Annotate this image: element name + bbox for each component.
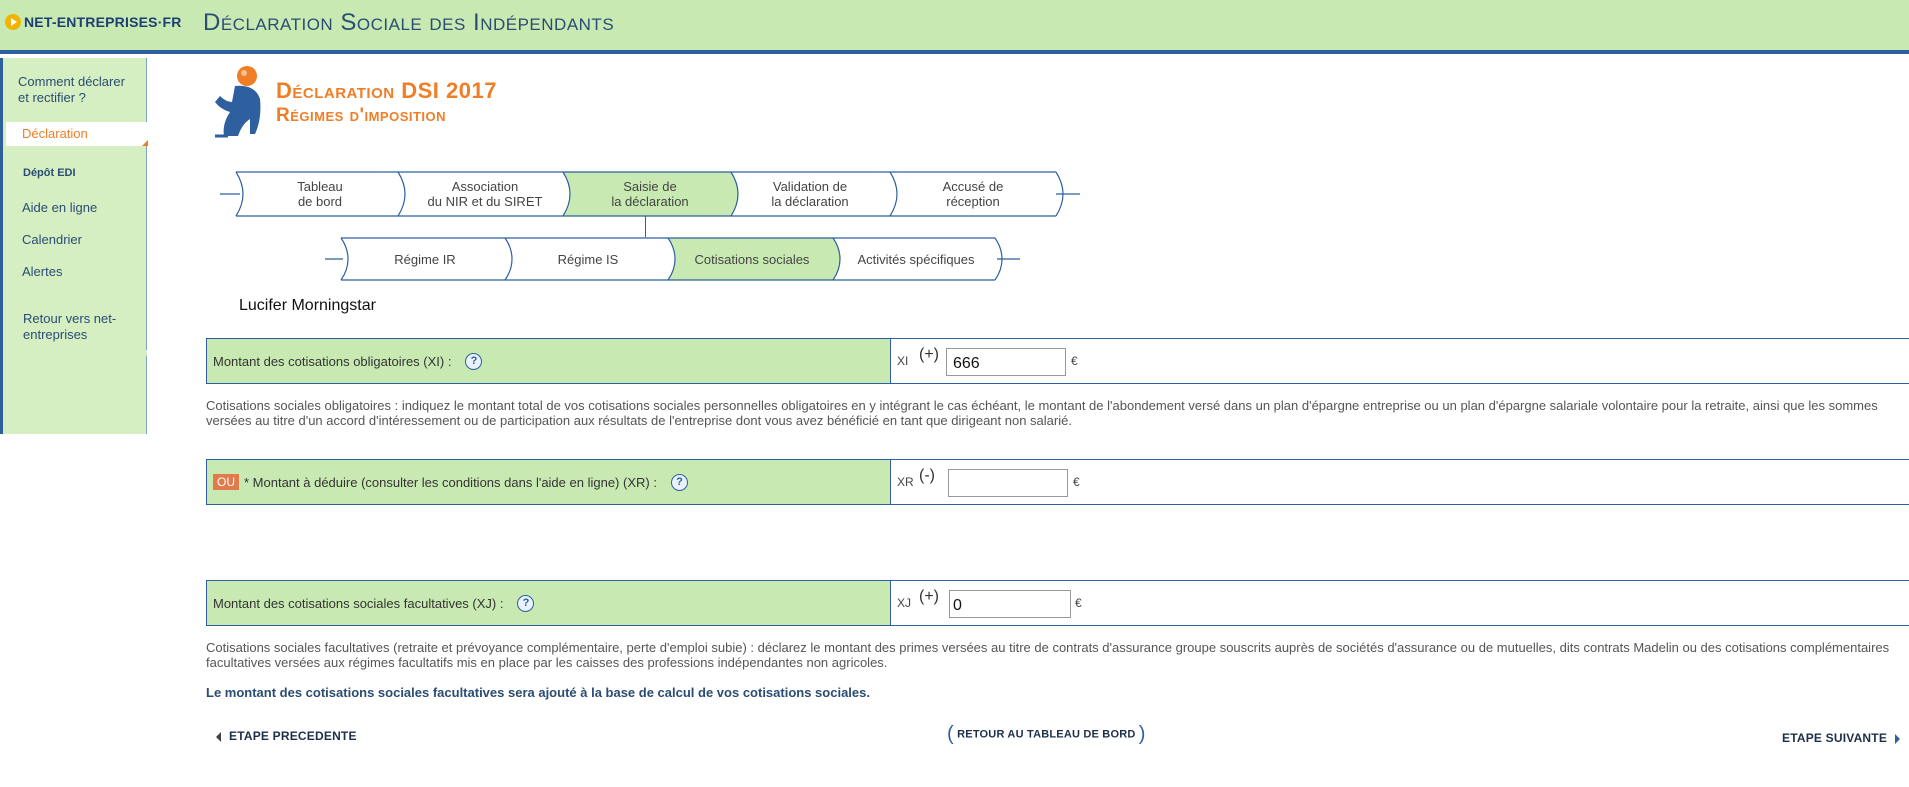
- xi-label: Montant des cotisations obligatoires (XI) :: [213, 353, 452, 369]
- sidebar-item-help[interactable]: Aide en ligne: [22, 200, 98, 215]
- xr-code: XR: [897, 475, 914, 489]
- bracket-left-icon: (: [947, 723, 954, 745]
- help-icon[interactable]: ?: [517, 595, 534, 612]
- xi-description: Cotisations sociales obligatoires : indiquez le montant total de vos cotisations sociales personnelles obligatoires en y intégrant le cas échéant, le montant de l'abondement versé dans un plan d'épargne entreprise ou un plan d'épargne salariale volontaire pour la retraite, ainsi que les sommes versées au titre d'un accord d'intéressement ou de participation aux résultats de l'entreprise dont vous avez bénéficié en tant que dirigeant non salarié.: [206, 398, 1878, 428]
- xr-label: * Montant à déduire (consulter les conditions dans l'aide en ligne) (XR) :: [244, 474, 657, 490]
- step-dashboard[interactable]: Tableau de bord: [297, 179, 343, 209]
- help-icon[interactable]: ?: [465, 353, 482, 370]
- substep-regime-ir[interactable]: Régime IR: [394, 251, 456, 267]
- sidebar-item-calendar[interactable]: Calendrier: [22, 232, 82, 247]
- ou-badge: OU: [213, 474, 239, 490]
- substep-cotisations[interactable]: Cotisations sociales: [694, 251, 810, 267]
- logo-title: Déclaration DSI 2017: [276, 78, 497, 103]
- form-row-xi: [206, 338, 1909, 384]
- xi-currency: €: [1071, 354, 1078, 368]
- xi-label-cell: [207, 339, 891, 383]
- xr-currency: €: [1073, 475, 1080, 489]
- xr-label-cell: [207, 460, 891, 504]
- arrow-right-icon: [1895, 734, 1900, 744]
- mascot-icon: [210, 64, 270, 144]
- sidebar-item-declaration[interactable]: Déclaration: [6, 122, 148, 146]
- brand-text: NET-ENTREPRISES·FR: [24, 14, 182, 30]
- help-icon[interactable]: ?: [671, 474, 688, 491]
- arrow-left-icon: [216, 732, 221, 742]
- step-accuse[interactable]: Accusé de réception: [942, 179, 1004, 209]
- xr-input[interactable]: [948, 469, 1068, 497]
- form-row-xj: [206, 580, 1909, 626]
- step-saisie[interactable]: Saisie de la déclaration: [611, 179, 689, 209]
- dsi-logo: [210, 64, 540, 144]
- form-row-xr: [206, 459, 1909, 505]
- xj-label-cell: [207, 581, 891, 625]
- top-banner: [0, 0, 1909, 54]
- user-name: Lucifer Morningstar: [239, 297, 376, 314]
- sidebar-item-how-to[interactable]: Comment déclarer et rectifier ?: [18, 74, 125, 105]
- play-icon: [5, 14, 21, 30]
- xr-sign: (-): [919, 467, 935, 484]
- bracket-right-icon: ): [1138, 723, 1146, 745]
- substep-regime-is[interactable]: Régime IS: [557, 251, 619, 267]
- xj-sign: (+): [919, 588, 939, 605]
- xi-code: XI: [897, 354, 909, 368]
- xi-sign: (+): [919, 346, 939, 363]
- xj-currency: €: [1075, 596, 1082, 610]
- dashboard-button[interactable]: ( RETOUR AU TABLEAU DE BORD ): [947, 723, 1146, 745]
- next-step-button[interactable]: ETAPE SUIVANTE: [1782, 731, 1900, 745]
- step-connector: [645, 216, 646, 237]
- xj-description: Cotisations sociales facultatives (retraite et prévoyance complémentaire, perte d'emploi subie) : déclarez le montant des primes versées au titre de contrats d'assurance groupe souscrits auprès de sociétés d'assurance ou de mutuelles, dits contrats Madelin ou des cotisations complémentaires facultatives versées aux régimes facultatifs mis en place par les caisses des professions indépendantes non agricoles.: [206, 640, 1890, 670]
- xj-input[interactable]: [949, 590, 1071, 618]
- prev-step-button[interactable]: ETAPE PRECEDENTE: [216, 729, 357, 743]
- substep-activites[interactable]: Activités spécifiques: [857, 251, 975, 267]
- xj-code: XJ: [897, 596, 912, 610]
- step-association[interactable]: Association du NIR et du SIRET: [427, 179, 543, 209]
- sidebar-item-back[interactable]: Retour vers net-entreprises: [23, 311, 117, 342]
- app-title: Déclaration Sociale des Indépendants: [203, 9, 615, 36]
- brand-logo[interactable]: [5, 14, 182, 30]
- sidebar-item-alerts[interactable]: Alertes: [22, 264, 63, 279]
- sidebar-item-depot-edi[interactable]: Dépôt EDI: [23, 167, 76, 179]
- facultative-note: Le montant des cotisations sociales facultatives sera ajouté à la base de calcul de vos cotisations sociales.: [206, 685, 870, 700]
- sidebar-wave: [0, 350, 150, 440]
- xi-input[interactable]: [946, 348, 1066, 376]
- step-validation[interactable]: Validation de la déclaration: [771, 179, 849, 209]
- logo-subtitle: Régimes d'imposition: [276, 105, 447, 126]
- xj-label: Montant des cotisations sociales facultatives (XJ) :: [213, 595, 504, 611]
